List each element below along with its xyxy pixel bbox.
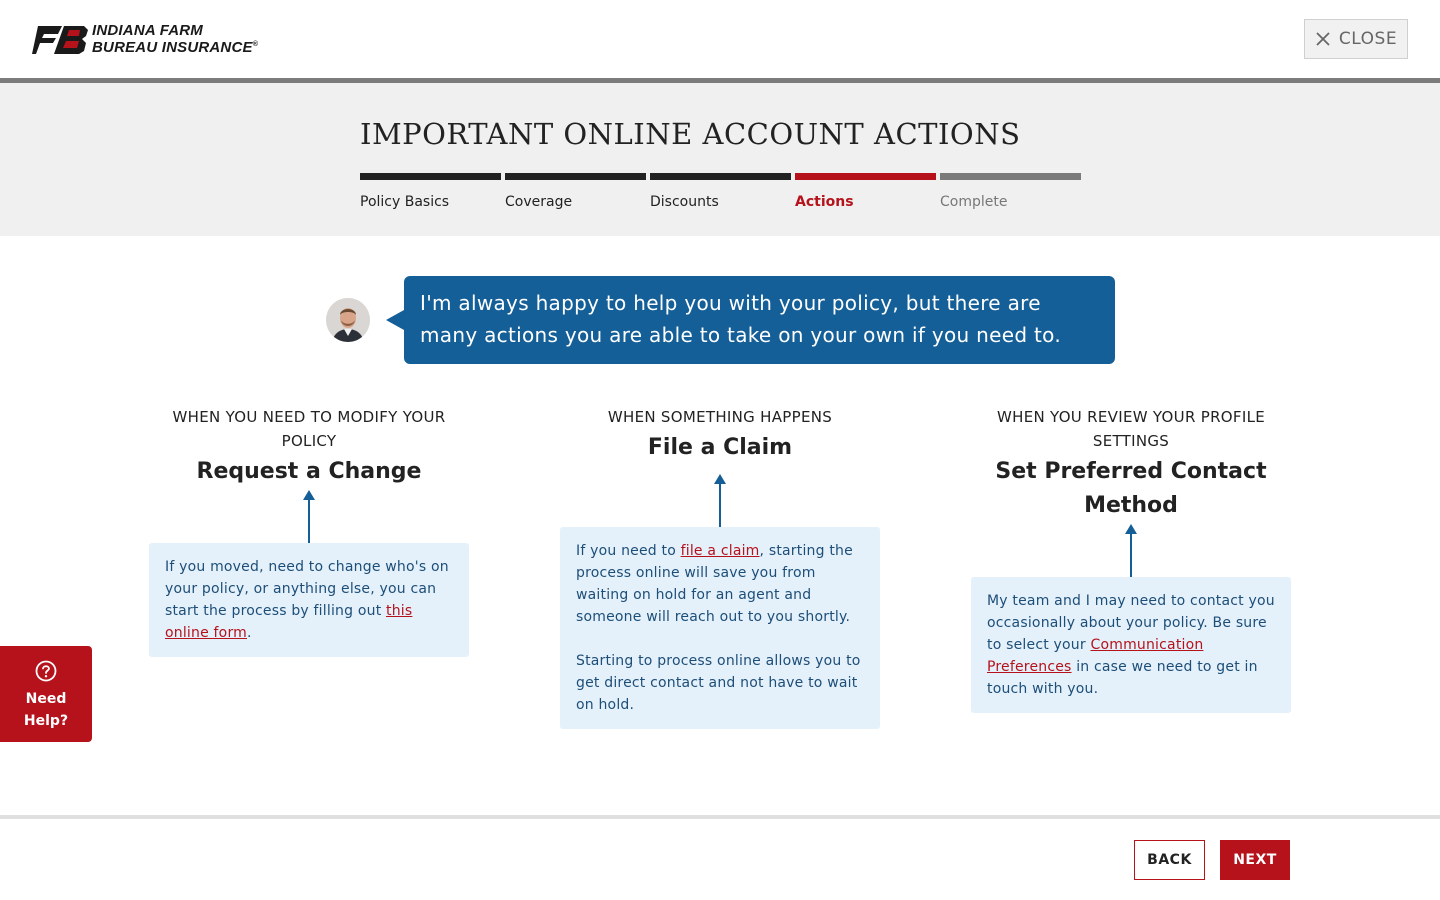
next-button[interactable]: NEXT xyxy=(1220,840,1290,880)
logo-line-2: BUREAU INSURANCE® xyxy=(92,39,259,56)
file-claim-link[interactable]: file a claim xyxy=(680,543,760,559)
help-question-icon xyxy=(35,660,57,682)
agent-portrait-icon xyxy=(326,298,370,342)
info-text: , starting the process online will save you from waiting on hold for an agent and someone will reach out to you shortly. xyxy=(576,543,853,625)
step-label: Complete xyxy=(940,194,1008,210)
communication-preferences-link[interactable]: Communication Preferences xyxy=(987,637,1204,675)
step-policy-basics[interactable] xyxy=(360,173,501,210)
step-label: Actions xyxy=(795,194,854,210)
indiana-farm-bureau-logo[interactable] xyxy=(32,24,258,55)
column-file-claim xyxy=(560,405,880,465)
column-contact-method xyxy=(971,405,1291,523)
step-actions[interactable] xyxy=(795,173,936,210)
info-text: My team and I may need to contact you occasionally about your policy. Be sure to select your xyxy=(987,593,1275,653)
close-icon xyxy=(1315,31,1331,47)
close-button[interactable] xyxy=(1304,19,1408,59)
column-request-change xyxy=(149,405,469,489)
step-discounts[interactable] xyxy=(650,173,791,210)
info-box-file-claim xyxy=(560,527,880,729)
need-help-button[interactable] xyxy=(0,646,92,742)
logo-wordmark xyxy=(92,24,258,55)
step-bar xyxy=(360,173,501,180)
column-heading: Request a Change xyxy=(196,459,422,484)
step-label: Discounts xyxy=(650,194,719,210)
column-eyebrow: WHEN YOU REVIEW YOUR PROFILE SETTINGS xyxy=(996,408,1265,450)
step-label: Policy Basics xyxy=(360,194,450,210)
progress-band xyxy=(0,83,1440,236)
arrow-up-icon xyxy=(308,494,310,543)
step-bar xyxy=(650,173,791,180)
step-bar xyxy=(795,173,936,180)
step-coverage[interactable] xyxy=(505,173,646,210)
arrow-up-icon xyxy=(719,478,721,527)
agent-message-bubble: I'm always happy to help you with your policy, but there are many actions you are able to take on your own if you need to. xyxy=(404,276,1115,364)
step-complete xyxy=(940,173,1081,210)
info-box-contact-method xyxy=(971,577,1291,713)
column-eyebrow: WHEN SOMETHING HAPPENS xyxy=(607,408,833,426)
info-text: If you need to xyxy=(576,543,681,559)
page-title: IMPORTANT ONLINE ACCOUNT ACTIONS xyxy=(360,117,1021,151)
close-label: CLOSE xyxy=(1338,29,1398,49)
need-help-label xyxy=(0,688,92,732)
need-help-line-2: Help? xyxy=(23,713,69,729)
step-bar xyxy=(940,173,1081,180)
fb-logo-mark-icon xyxy=(32,26,88,54)
need-help-line-1: Need xyxy=(25,691,67,707)
logo-line-1: INDIANA FARM xyxy=(92,22,204,39)
step-label: Coverage xyxy=(505,194,573,210)
info-text-2: Starting to process online allows you to get direct contact and not have to wait on hold. xyxy=(576,653,861,713)
online-form-link[interactable]: this online form xyxy=(165,603,413,641)
step-bar xyxy=(505,173,646,180)
footer-divider xyxy=(0,815,1440,819)
info-text: If you moved, need to change who's on your policy, or anything else, you can start the process by filling out xyxy=(165,559,449,619)
column-eyebrow: WHEN YOU NEED TO MODIFY YOUR POLICY xyxy=(172,408,446,450)
agent-avatar xyxy=(326,298,370,342)
back-button[interactable]: BACK xyxy=(1134,840,1205,880)
info-text: in case we need to get in touch with you. xyxy=(987,659,1258,697)
info-text: . xyxy=(247,625,252,641)
top-bar xyxy=(0,0,1440,78)
info-box-request-change xyxy=(149,543,469,657)
registered-mark: ® xyxy=(252,41,259,48)
column-heading: File a Claim xyxy=(647,435,793,460)
bubble-pointer xyxy=(386,310,404,330)
progress-steps xyxy=(360,173,1081,210)
arrow-up-icon xyxy=(1130,528,1132,577)
column-heading: Set Preferred Contact Method xyxy=(995,459,1267,518)
